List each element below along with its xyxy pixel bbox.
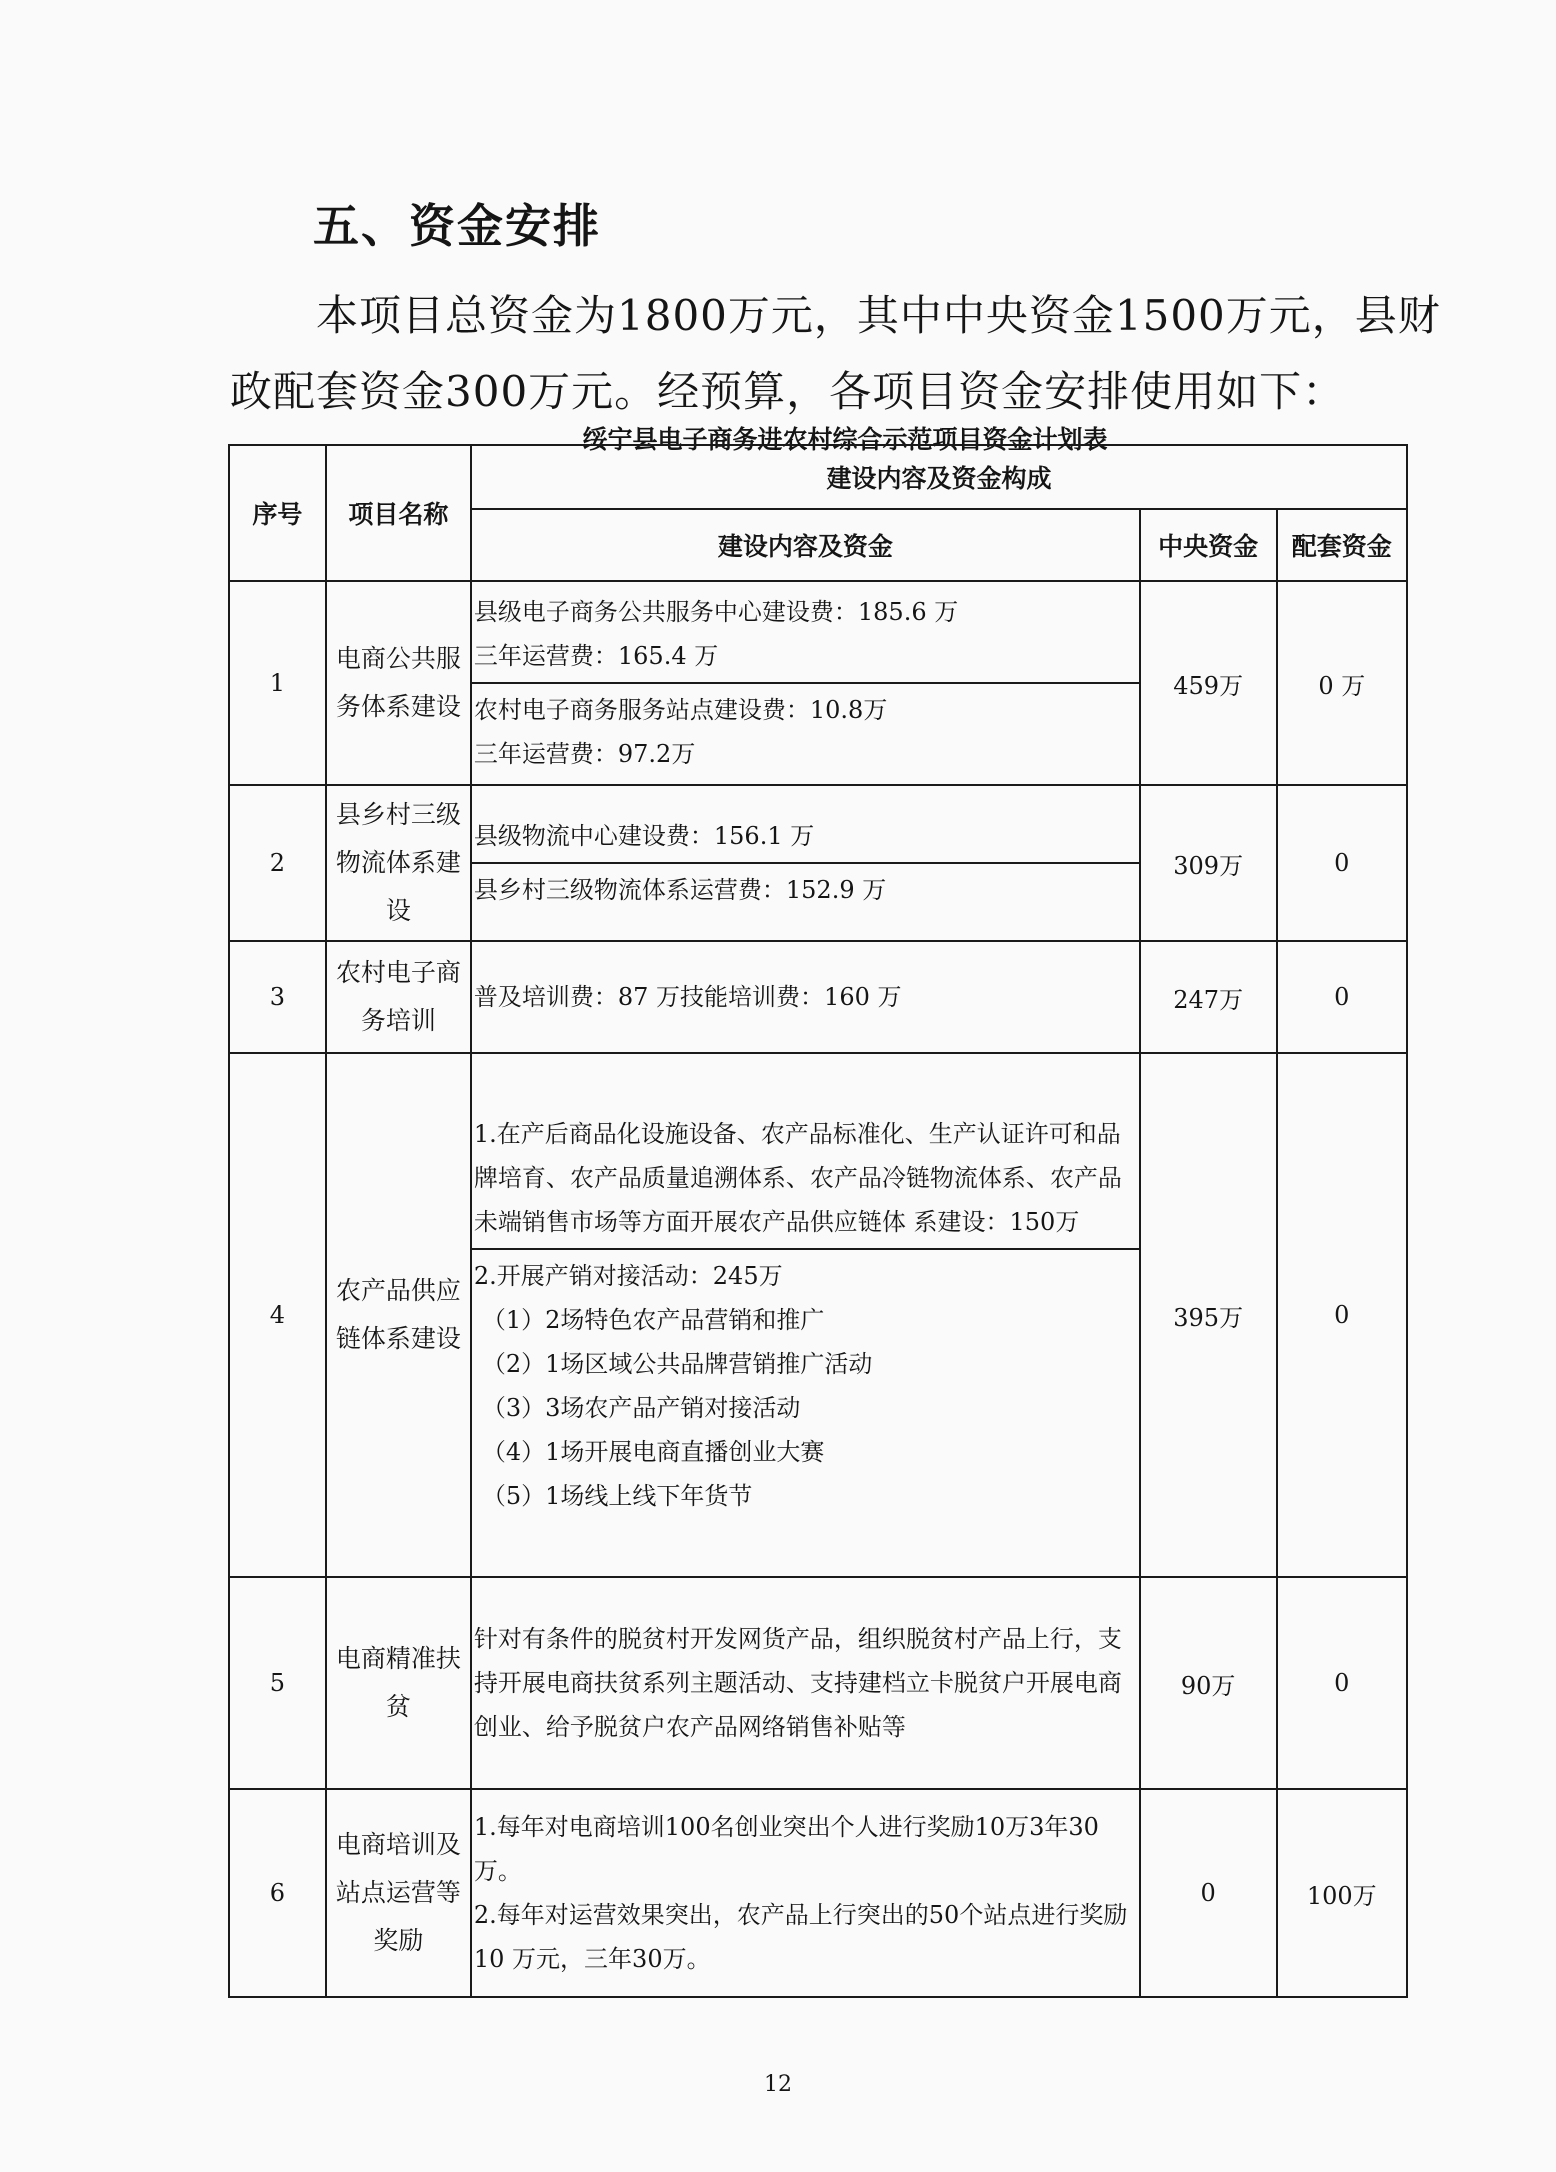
row-number: 3 (229, 941, 326, 1053)
content-cell (471, 581, 1140, 785)
content-block (472, 586, 1139, 682)
central-funds: 459万 (1140, 581, 1277, 785)
central-funds: 0 (1140, 1789, 1277, 1997)
row-number: 2 (229, 785, 326, 941)
content-line: 1.每年对电商培训100名创业突出个人进行奖励10万3年30万。 (473, 1813, 1099, 1885)
content-line: 县级电子商务公共服务中心建设费：185.6 万 (473, 598, 959, 626)
header-matching: 配套资金 (1277, 509, 1407, 581)
page-number: 12 (764, 2072, 792, 2097)
content-line: （4）1场开展电商直播创业大赛 (481, 1438, 825, 1466)
content-block (472, 1108, 1139, 1248)
project-name: 县乡村三级物流体系建设 (326, 785, 471, 941)
matching-funds: 0 (1277, 1577, 1407, 1789)
content-cell (471, 1053, 1140, 1577)
content-line: （1）2场特色农产品营销和推广 (481, 1306, 825, 1334)
content-line: 2.每年对运营效果突出，农产品上行突出的50个站点进行奖励 10 万元，三年30万。 (473, 1901, 1128, 1973)
table-row (229, 941, 1407, 1053)
table-row (229, 581, 1407, 785)
content-line: 2.开展产销对接活动：245万 (473, 1262, 783, 1290)
header-no: 序号 (229, 445, 326, 581)
project-name: 农村电子商务培训 (326, 941, 471, 1053)
row-number: 6 (229, 1789, 326, 1997)
content-cell (471, 785, 1140, 941)
table-row (229, 1577, 1407, 1789)
content-line: 普及培训费：87 万技能培训费：160 万 (473, 983, 902, 1011)
matching-funds: 100万 (1277, 1789, 1407, 1997)
content-line: （5）1场线上线下年货节 (481, 1482, 753, 1510)
table-body (229, 581, 1407, 1997)
content-line: 针对有条件的脱贫村开发网货产品，组织脱贫村产品上行，支持开展电商扶贫系列主题活动、支持建档立卡脱贫户开展电商创业、给予脱贫户农产品网络销售补贴等 (473, 1625, 1122, 1741)
table-title: 绥宁县电子商务进农村综合示范项目资金计划表 (582, 425, 1108, 454)
header-central: 中央资金 (1140, 509, 1277, 581)
project-name: 电商培训及站点运营等奖励 (326, 1789, 471, 1997)
project-name: 电商精准扶贫 (326, 1577, 471, 1789)
content-block (472, 1801, 1139, 1985)
matching-funds: 0 (1277, 785, 1407, 941)
section-heading: 五、资金安排 (313, 199, 601, 253)
content-line: （2）1场区域公共品牌营销推广活动 (481, 1350, 873, 1378)
content-block (472, 862, 1139, 916)
content-cell (471, 1789, 1140, 1997)
project-name: 电商公共服务体系建设 (326, 581, 471, 785)
content-line: 县乡村三级物流体系运营费：152.9 万 (473, 876, 887, 904)
row-number: 4 (229, 1053, 326, 1577)
content-line: 农村电子商务服务站点建设费：10.8万 (473, 696, 888, 724)
matching-funds: 0 (1277, 941, 1407, 1053)
table-row (229, 1789, 1407, 1997)
content-line: 三年运营费：165.4 万 (473, 642, 719, 670)
header-group: 建设内容及资金构成 (471, 445, 1407, 509)
table-row (229, 785, 1407, 941)
content-line: 三年运营费：97.2万 (473, 740, 696, 768)
content-cell (471, 1577, 1140, 1789)
project-name: 农产品供应链体系建设 (326, 1053, 471, 1577)
header-content: 建设内容及资金 (471, 509, 1140, 581)
content-block (472, 1248, 1139, 1522)
content-block (472, 971, 1139, 1023)
content-block (472, 810, 1139, 862)
row-number: 1 (229, 581, 326, 785)
row-number: 5 (229, 1577, 326, 1789)
matching-funds: 0 万 (1277, 581, 1407, 785)
content-line: 县级物流中心建设费：156.1 万 (473, 822, 815, 850)
intro-paragraph: 本项目总资金为1800万元，其中中央资金1500万元，县财政配套资金300万元。经预算，各项目资金安排使用如下： (230, 291, 1441, 416)
content-block (472, 682, 1139, 780)
central-funds: 247万 (1140, 941, 1277, 1053)
header-name: 项目名称 (326, 445, 471, 581)
central-funds: 395万 (1140, 1053, 1277, 1577)
central-funds: 90万 (1140, 1577, 1277, 1789)
table-row (229, 1053, 1407, 1577)
matching-funds: 0 (1277, 1053, 1407, 1577)
content-line: （3）3场农产品产销对接活动 (481, 1394, 801, 1422)
content-block (472, 1613, 1139, 1753)
content-cell (471, 941, 1140, 1053)
content-line: 1.在产后商品化设施设备、农产品标准化、生产认证许可和品牌培育、农产品质量追溯体系、农产品冷链物流体系、农产品未端销售市场等方面开展农产品供应链体 系建设：150万 (473, 1120, 1122, 1236)
fund-plan-table (228, 444, 1408, 1998)
central-funds: 309万 (1140, 785, 1277, 941)
